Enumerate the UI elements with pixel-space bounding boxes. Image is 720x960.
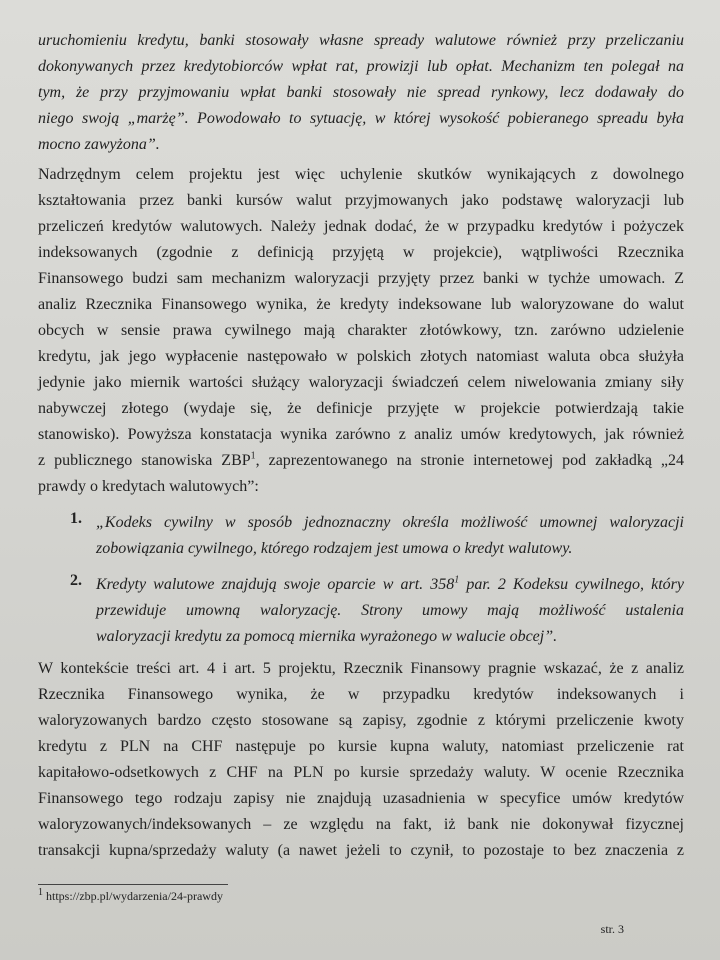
text-line: Rzecznika Finansowego wynika, że w przypadku kredytów indeksowanych i (38, 686, 684, 703)
list-number: 2. (70, 572, 82, 589)
text-line: kredytu z PLN na CHF następuje po kursie kupna waluty, natomiast przeliczenie rat (38, 738, 684, 755)
text-line: kształtowania przez banki kursów walut przyjmowanych jako podstawę waloryzacji lub (38, 192, 684, 209)
text-segment: par. 2 Kodeksu cywilnego, który (459, 576, 684, 593)
text-line: kredytu, jak jego wypłacenie następowało w polskich złotych natomiast waluta obca służyła (38, 348, 684, 365)
text-line: niego swoją „marżę”. Powodowało to sytuację, w której wysokość pobieranego spreadu była (38, 110, 684, 127)
text-line: zobowiązania cywilnego, którego rodzajem jest umowa o kredyt walutowy. (96, 540, 573, 557)
text-line: przewiduje umowną waloryzację. Strony umowy mają możliwość ustalenia (96, 602, 684, 619)
list-item-text (96, 510, 684, 562)
superscript: 1 (454, 574, 460, 586)
text-line: kapitałowo-odsetkowych z CHF na PLN po kursie sprzedaży waluty. W ocenie Rzecznika (38, 764, 684, 781)
text-line: W kontekście treści art. 4 i art. 5 projektu, Rzecznik Finansowy pragnie wskazać, że z analiz (38, 660, 684, 677)
text-line (96, 572, 684, 598)
text-line: analiz Rzecznika Finansowego wynika, że kredyty indeksowane lub waloryzowane do walut (38, 296, 684, 313)
paragraph-quote-continuation (38, 28, 684, 158)
text-segment: , zaprezentowanego na stronie internetowej pod zakładką „24 (255, 452, 684, 469)
footnote-text: https://zbp.pl/wydarzenia/24-prawdy (43, 889, 223, 903)
text-line: jedynie jako miernik wartości służący waloryzacji świadczeń celem niwelowania zmiany siły (38, 374, 684, 391)
text-segment: Kredyty walutowe znajdują swoje oparcie w art. 358 (96, 576, 455, 593)
text-line: obcych w sensie prawa cywilnego mają charakter złotówkowy, tzn. zarówno udzielenie (38, 322, 684, 339)
text-line: przeliczeń kredytów walutowych. Należy jednak dodać, że w przypadku kredytów i pożyczek (38, 218, 684, 235)
text-segment: z publicznego stanowiska ZBP (38, 452, 251, 469)
text-line: dokonywanych przez kredytobiorców wpłat rat, prowizji lub opłat. Mechanizm ten polegał na (38, 58, 684, 75)
text-line: Finansowego budzi sam mechanizm waloryzacji przyjęty przez banki w tychże umowach. Z (38, 270, 684, 287)
text-line: waloryzowanych bardzo często stosowane są zapisy, zgodnie z którymi przeliczenie kwoty (38, 712, 684, 729)
text-line: waloryzowanych/indeksowanych – ze względu na fakt, iż bank nie dokonywał fizycznej (38, 816, 684, 833)
text-line: Nadrzędnym celem projektu jest więc uchylenie skutków wynikających z dowolnego (38, 166, 684, 183)
footnote (38, 889, 223, 904)
text-line: nabywczej złotego (wydaje się, że definicje przyjęte w projekcie potwierdzają takie (38, 400, 684, 417)
text-line: uruchomieniu kredytu, banki stosowały własne spready walutowe również przy przeliczaniu (38, 32, 684, 49)
text-line: stanowisko). Powyższa konstatacja wynika zarówno z analiz umów kredytowych, jak również (38, 426, 684, 443)
list-item-text (96, 572, 684, 650)
text-line-with-footnote (38, 448, 684, 474)
paragraph-context (38, 656, 684, 864)
page-number: str. 3 (600, 922, 624, 936)
text-line: tym, że przy przyjmowaniu wpłat banki stosowały nie spread rynkowy, lecz dodawały do (38, 84, 684, 101)
text-line: mocno zawyżona”. (38, 136, 160, 153)
text-line: Finansowego tego rodzaju zapisy nie znajdują uzasadnienia w specyfice umów kredytów (38, 790, 684, 807)
footnote-marker: 1 (250, 450, 256, 462)
list-number: 1. (70, 510, 82, 527)
text-line: transakcji kupna/sprzedaży waluty (a nawet jeżeli to czynił, to pozostaje to bez znaczenia z (38, 842, 684, 859)
footnote-divider (38, 884, 228, 885)
paragraph-main (38, 162, 684, 500)
text-line: indeksowanych (zgodnie z definicją przyjętą w projekcie), wątpliwości Rzecznika (38, 244, 684, 261)
text-line: waloryzacji kredytu za pomocą miernika wyrażonego w walucie obcej”. (96, 628, 558, 645)
footnote-number: 1 (38, 887, 43, 898)
text-line: „Kodeks cywilny w sposób jednoznaczny określa możliwość umownej waloryzacji (96, 514, 684, 531)
text-line: prawdy o kredytach walutowych”: (38, 478, 259, 495)
